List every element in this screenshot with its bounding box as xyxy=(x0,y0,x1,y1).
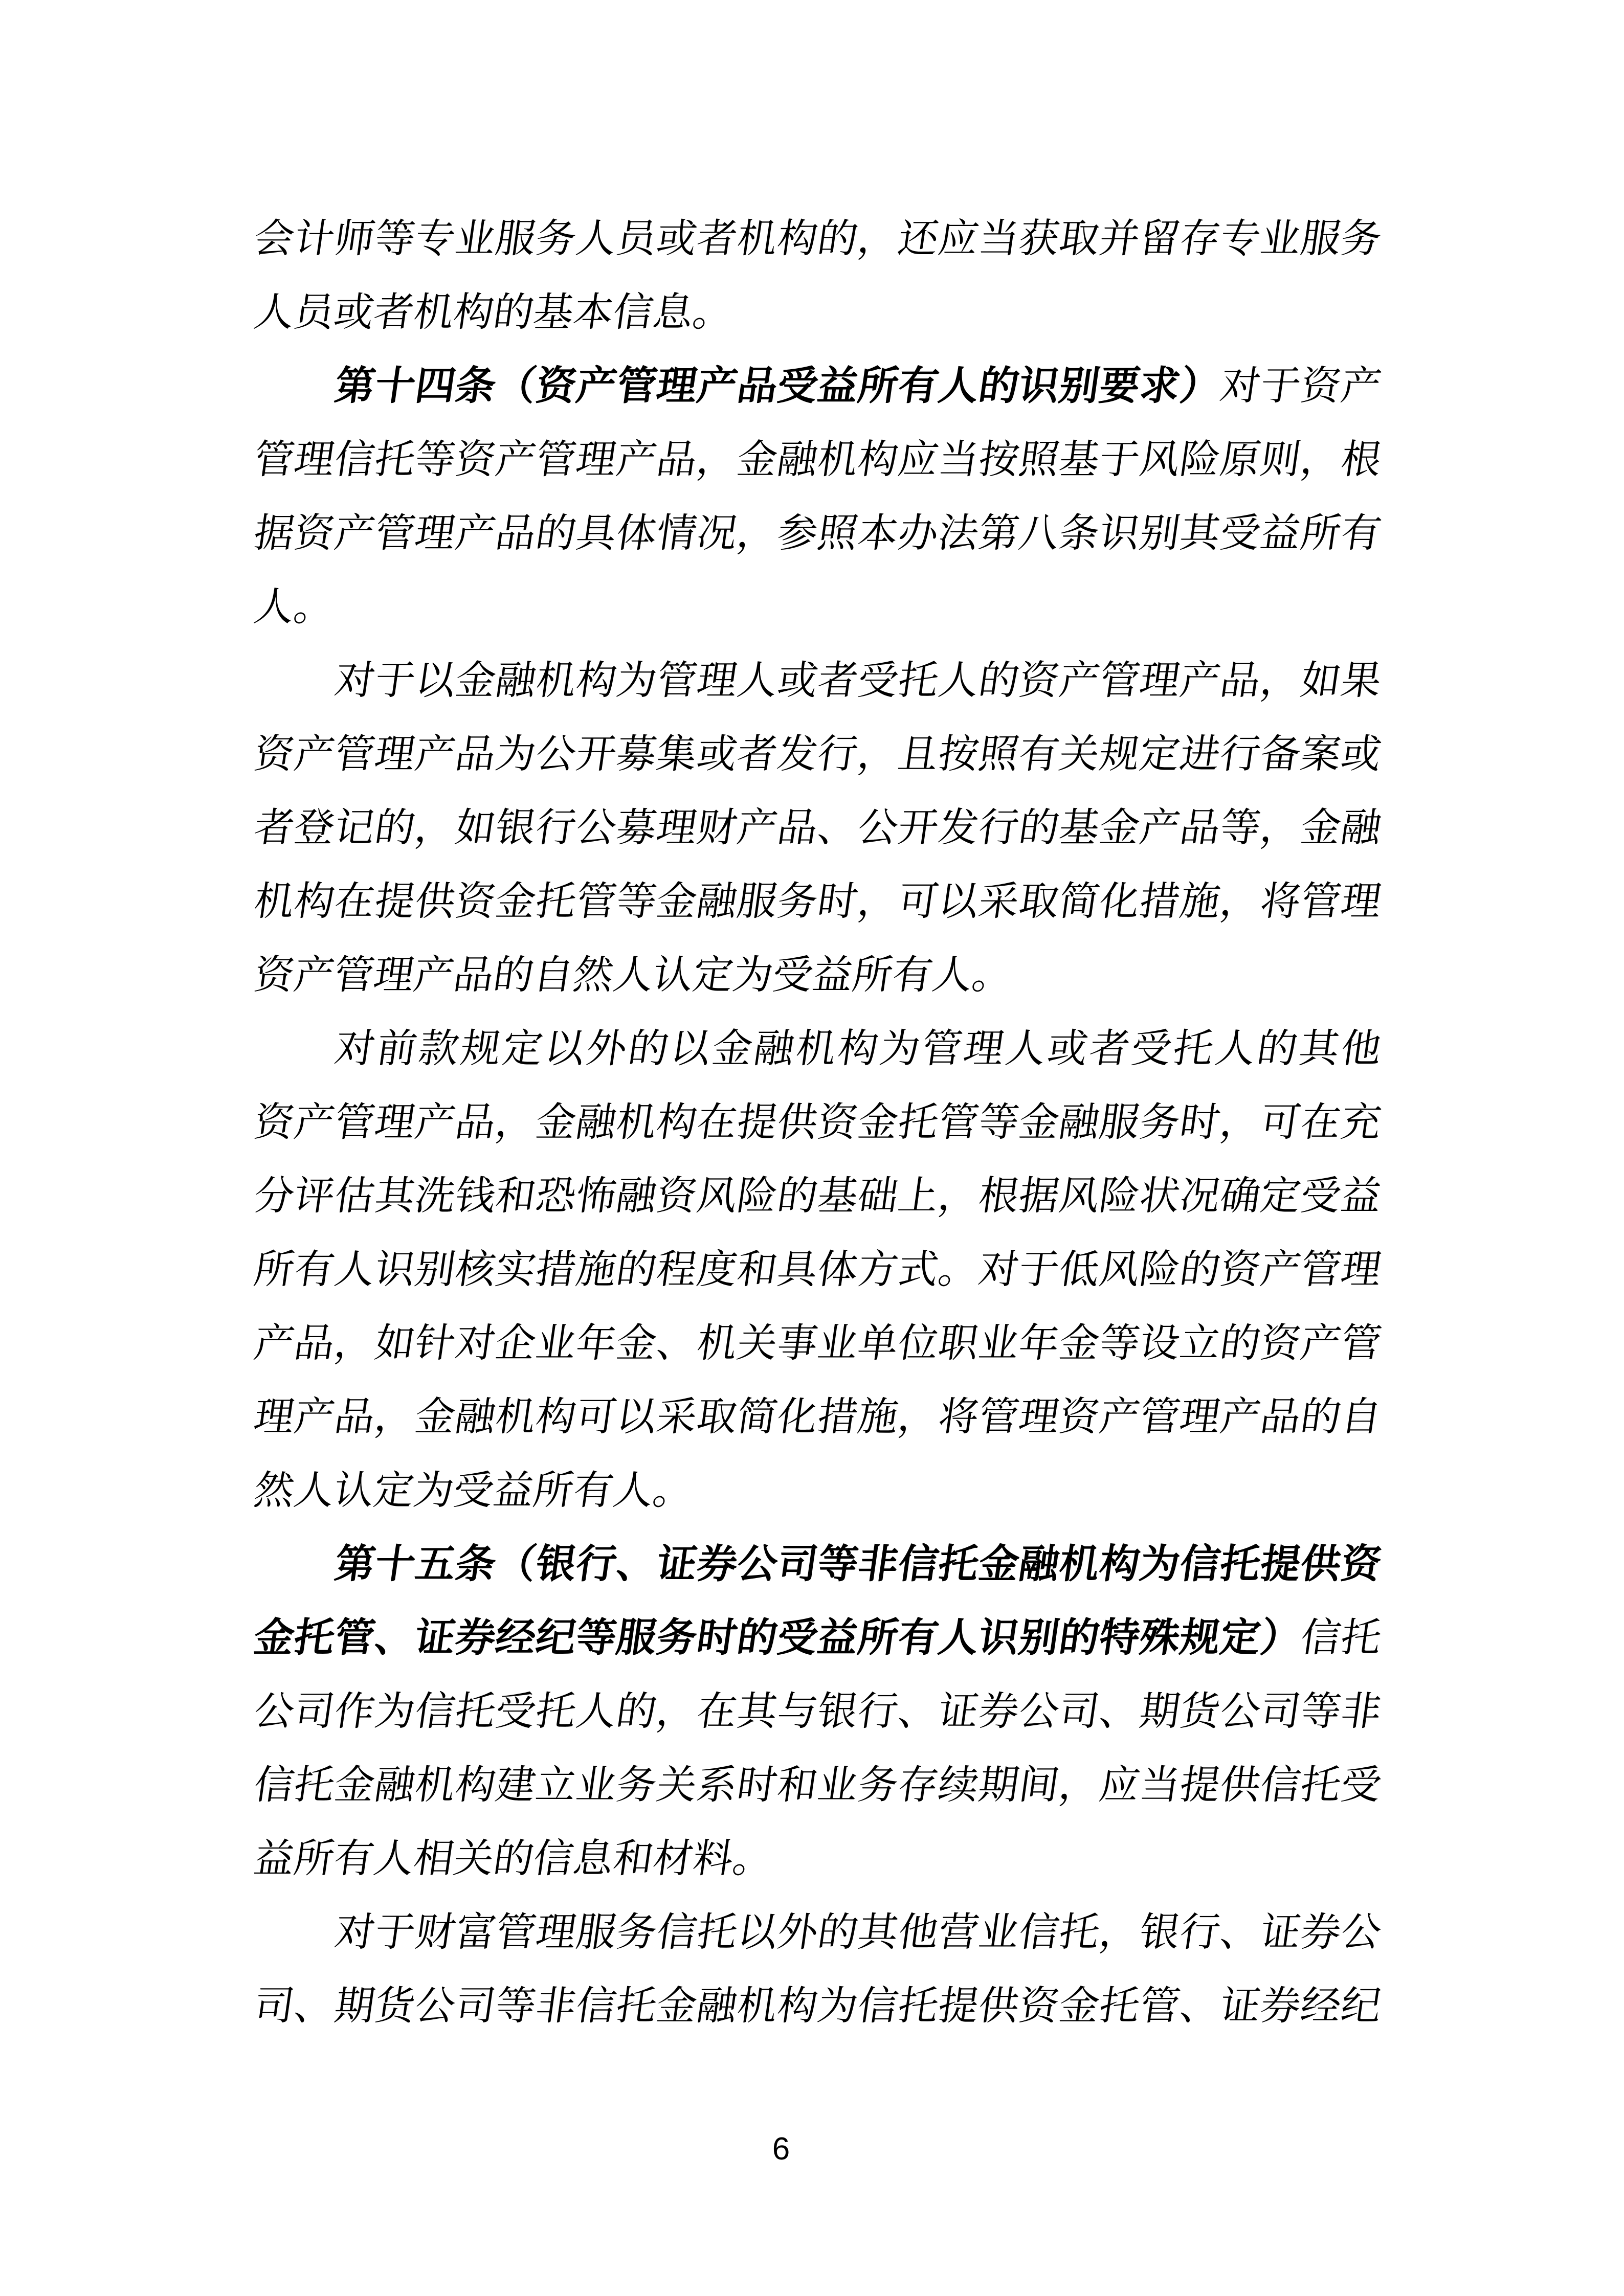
text-line xyxy=(249,1307,1386,1380)
text-line xyxy=(249,570,1386,644)
document-text-block xyxy=(249,202,1385,2043)
text-line xyxy=(249,791,1386,865)
text-line xyxy=(249,349,1386,423)
text-line xyxy=(249,1527,1386,1601)
text-line xyxy=(249,644,1386,717)
text-line xyxy=(249,1233,1386,1307)
text-line xyxy=(249,865,1386,938)
text-line xyxy=(249,1012,1386,1086)
text-segment: 产品，如针对企业年金、机关事业单位职业年金等设立的资产管 xyxy=(251,1321,1385,1365)
text-line xyxy=(249,497,1386,570)
text-segment: 者登记的，如银行公募理财产品、公开发行的基金产品等，金融 xyxy=(251,805,1385,850)
text-segment: 人。 xyxy=(251,584,338,629)
article-heading-segment: 第十五条（银行、证券公司等非信托金融机构为信托提供资 xyxy=(332,1542,1385,1586)
page-number: 6 xyxy=(772,2131,790,2167)
text-line xyxy=(249,938,1386,1012)
text-line xyxy=(249,1896,1386,1969)
text-line xyxy=(249,202,1386,276)
text-segment: 信托 xyxy=(1298,1615,1385,1660)
text-segment: 对于财富管理服务信托以外的其他营业信托，银行、证券公 xyxy=(332,1910,1385,1954)
text-segment: 机构在提供资金托管等金融服务时，可以采取简化措施，将管理 xyxy=(251,879,1385,924)
text-line xyxy=(249,423,1386,497)
text-line xyxy=(249,717,1386,791)
text-line xyxy=(249,1454,1386,1527)
text-segment: 管理信托等资产管理产品，金融机构应当按照基于风险原则，根 xyxy=(251,437,1385,482)
text-line xyxy=(249,1601,1386,1675)
text-segment: 公司作为信托受托人的，在其与银行、证券公司、期货公司等非 xyxy=(251,1689,1385,1734)
text-segment: 对前款规定以外的以金融机构为管理人或者受托人的其他 xyxy=(332,1026,1385,1071)
text-segment: 据资产管理产品的具体情况，参照本办法第八条识别其受益所有 xyxy=(251,511,1385,555)
text-segment: 对于以金融机构为管理人或者受托人的资产管理产品，如果 xyxy=(332,658,1385,703)
text-segment: 所有人识别核实措施的程度和具体方式。对于低风险的资产管理 xyxy=(251,1247,1385,1292)
text-line xyxy=(249,1159,1386,1233)
text-segment: 信托金融机构建立业务关系时和业务存续期间，应当提供信托受 xyxy=(251,1763,1385,1807)
text-line xyxy=(249,1675,1386,1748)
text-segment: 资产管理产品的自然人认定为受益所有人。 xyxy=(251,953,1016,997)
text-segment: 分评估其洗钱和恐怖融资风险的基础上，根据风险状况确定受益 xyxy=(251,1174,1385,1218)
text-line xyxy=(249,1748,1386,1822)
text-segment: 然人认定为受益所有人。 xyxy=(251,1468,697,1513)
text-line xyxy=(249,1380,1386,1454)
text-segment: 会计师等专业服务人员或者机构的，还应当获取并留存专业服务 xyxy=(251,216,1385,261)
text-segment: 司、期货公司等非信托金融机构为信托提供资金托管、证券经纪 xyxy=(251,1984,1385,2028)
text-line xyxy=(249,1969,1386,2043)
text-segment: 资产管理产品为公开募集或者发行，且按照有关规定进行备案或 xyxy=(251,732,1385,776)
text-line xyxy=(249,1086,1386,1159)
text-segment: 益所有人相关的信息和材料。 xyxy=(251,1836,776,1881)
text-segment: 资产管理产品，金融机构在提供资金托管等金融服务时，可在充 xyxy=(251,1100,1385,1144)
text-segment: 理产品，金融机构可以采取简化措施，将管理资产管理产品的自 xyxy=(251,1394,1385,1439)
text-line xyxy=(249,276,1386,349)
text-line xyxy=(249,1822,1386,1896)
text-segment: 对于资产 xyxy=(1217,364,1385,408)
text-segment: 人员或者机构的基本信息。 xyxy=(251,290,737,334)
article-heading-segment: 金托管、证券经纪等服务时的受益所有人识别的特殊规定） xyxy=(251,1615,1304,1660)
article-heading-segment: 第十四条（资产管理产品受益所有人的识别要求） xyxy=(332,364,1224,408)
